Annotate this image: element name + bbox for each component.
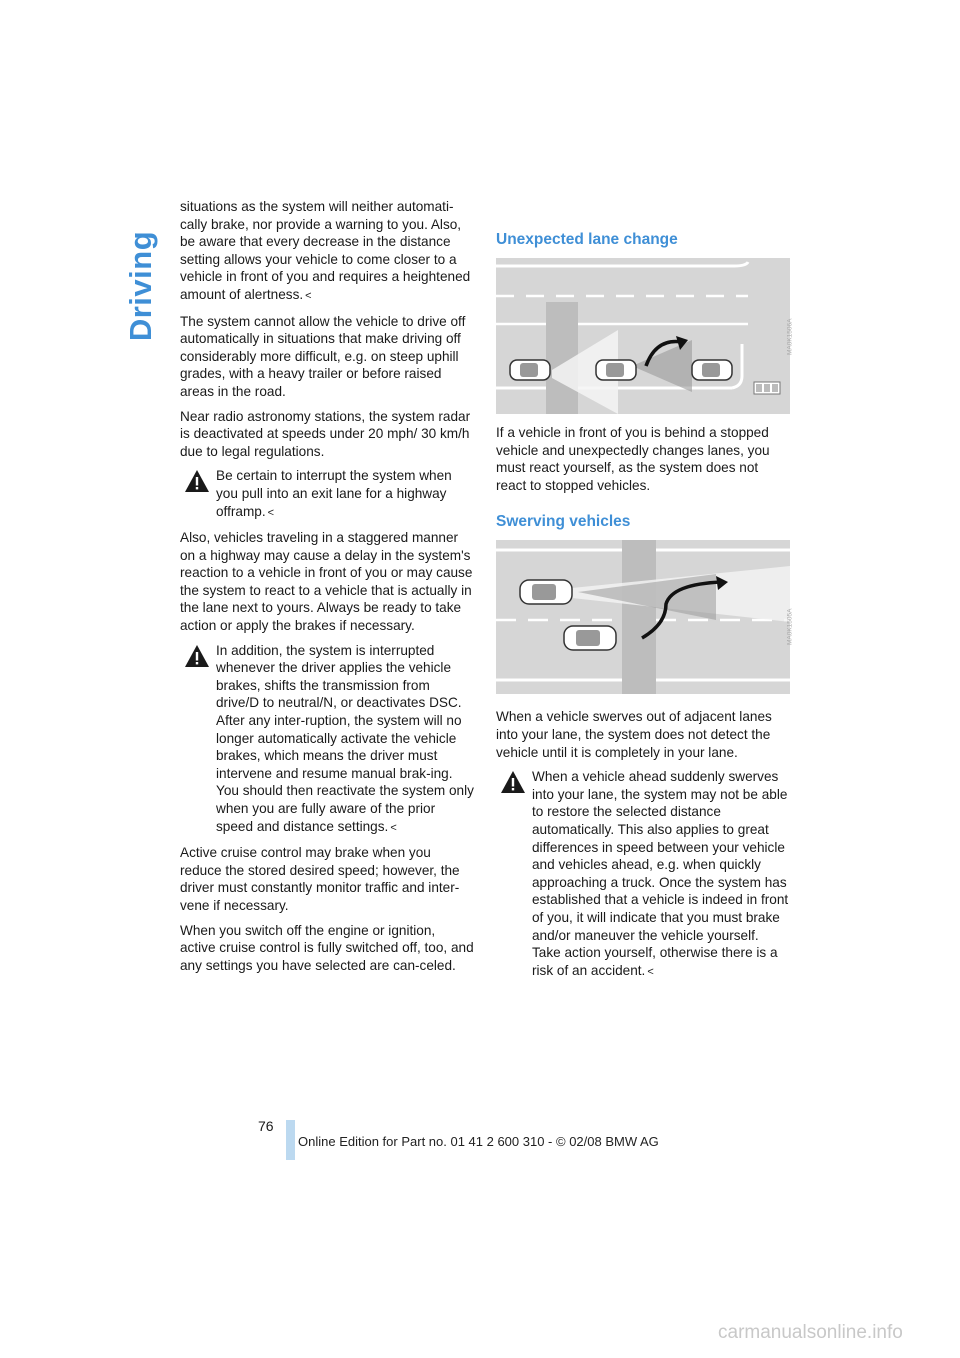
- end-mark: <: [390, 821, 397, 834]
- warning-text: In addition, the system is interrupted whenever the driver applies the vehicle brakes, shifts the transmission from drive/D to neutral/N, or deactivates DSC. After any inter-ruption, the system will no longer automatically activate the vehicle brakes, which means the driver must intervene and resume manual brak-ing. You should then reactivate the system only when you are fully aware of the prior speed and distance settings.: [216, 642, 474, 834]
- warning-triangle-icon: [184, 469, 210, 493]
- right-column: [496, 230, 793, 988]
- swerving-illustration: [496, 540, 790, 694]
- warning-note: [180, 642, 474, 838]
- swerving-car: [564, 626, 616, 650]
- watermark: carmanualsonline.info: [718, 1322, 903, 1343]
- page-number: 76: [258, 1118, 274, 1134]
- figure-lane-change: [496, 258, 793, 414]
- section-tab-label: Driving: [123, 230, 158, 342]
- heading-swerving-vehicles: Swerving vehicles: [496, 513, 631, 531]
- paragraph: Active cruise control may brake when you reduce the stored desired speed; however, the driver must constantly monitor traffic and inter-vene if necessary.: [180, 845, 460, 913]
- paragraph: When a vehicle swerves out of adjacent lanes into your lane, the system does not detect the vehicle until it is completely in your lane.: [496, 709, 772, 760]
- car-right: [692, 360, 732, 380]
- figure-swerving: [496, 540, 793, 694]
- left-column: [180, 198, 474, 981]
- section-tab: [123, 230, 158, 342]
- figure-code: MA0K1505A: [785, 608, 793, 646]
- warning-triangle-icon: [500, 770, 526, 794]
- paragraph: Also, vehicles traveling in a staggered manner on a highway may cause a delay in the system's reaction to a vehicle in front of you or may cause the system to react to a vehicle that is actually in the lane next to yours. Always be ready to take action or apply the brakes if necessary.: [180, 530, 473, 634]
- warning-note: [180, 467, 474, 522]
- end-mark: <: [267, 506, 275, 519]
- car-left: [510, 360, 550, 380]
- paragraph: If a vehicle in front of you is behind a stopped vehicle and unexpectedly changes lanes, you must react yourself, as the system does not react to stopped vehicles.: [496, 425, 770, 493]
- heading-unexpected-lane-change: Unexpected lane change: [496, 231, 678, 248]
- footer-bar: [286, 1120, 295, 1160]
- end-mark: <: [305, 289, 312, 302]
- lane-change-illustration: [496, 258, 790, 414]
- paragraph: Near radio astronomy stations, the system radar is deactivated at speeds under 20 mph/ 30 km/h due to legal regulations.: [180, 408, 471, 459]
- figure-code: MA0K1506A: [785, 318, 793, 356]
- car-middle: [596, 360, 636, 380]
- paragraph: When you switch off the engine or ignition, active cruise control is fully switched off, too, and any settings you have selected are can-celed.: [180, 922, 474, 973]
- warning-note: [496, 768, 790, 981]
- end-mark: <: [647, 965, 654, 978]
- own-car: [520, 580, 572, 604]
- paragraph: The system cannot allow the vehicle to drive off automatically in situations that make driving off considerably more difficult, e.g. on steep uphill grades, with a heavy trailer or before raised areas in the road.: [180, 313, 466, 399]
- warning-text: When a vehicle ahead suddenly swerves into your lane, the system may not be able to restore the selected distance automatically. This also applies to great differences in speed between your vehicle and vehicles ahead, e.g. when quickly approaching a truck. Once the system has established that a vehicle is indeed in front of you, it will indicate that you must brake and/or maneuver the vehicle yourself. Take action yourself, otherwise there is a risk of an accident.: [532, 769, 789, 978]
- warning-text: Be certain to interrupt the system when you pull into an exit lane for a highway offramp.: [216, 468, 452, 519]
- footer-edition: Online Edition for Part no. 01 41 2 600 310 - © 02/08 BMW AG: [298, 1134, 659, 1149]
- warning-triangle-icon: [184, 644, 210, 668]
- paragraph-text: situations as the system will neither automati-cally brake, nor provide a warning to you. Also, be aware that every decrease in the distance setting allows your vehicle to come closer to a vehicle in front of you and requires a heightened amount of alertness.: [180, 199, 471, 302]
- paragraph: [180, 198, 474, 306]
